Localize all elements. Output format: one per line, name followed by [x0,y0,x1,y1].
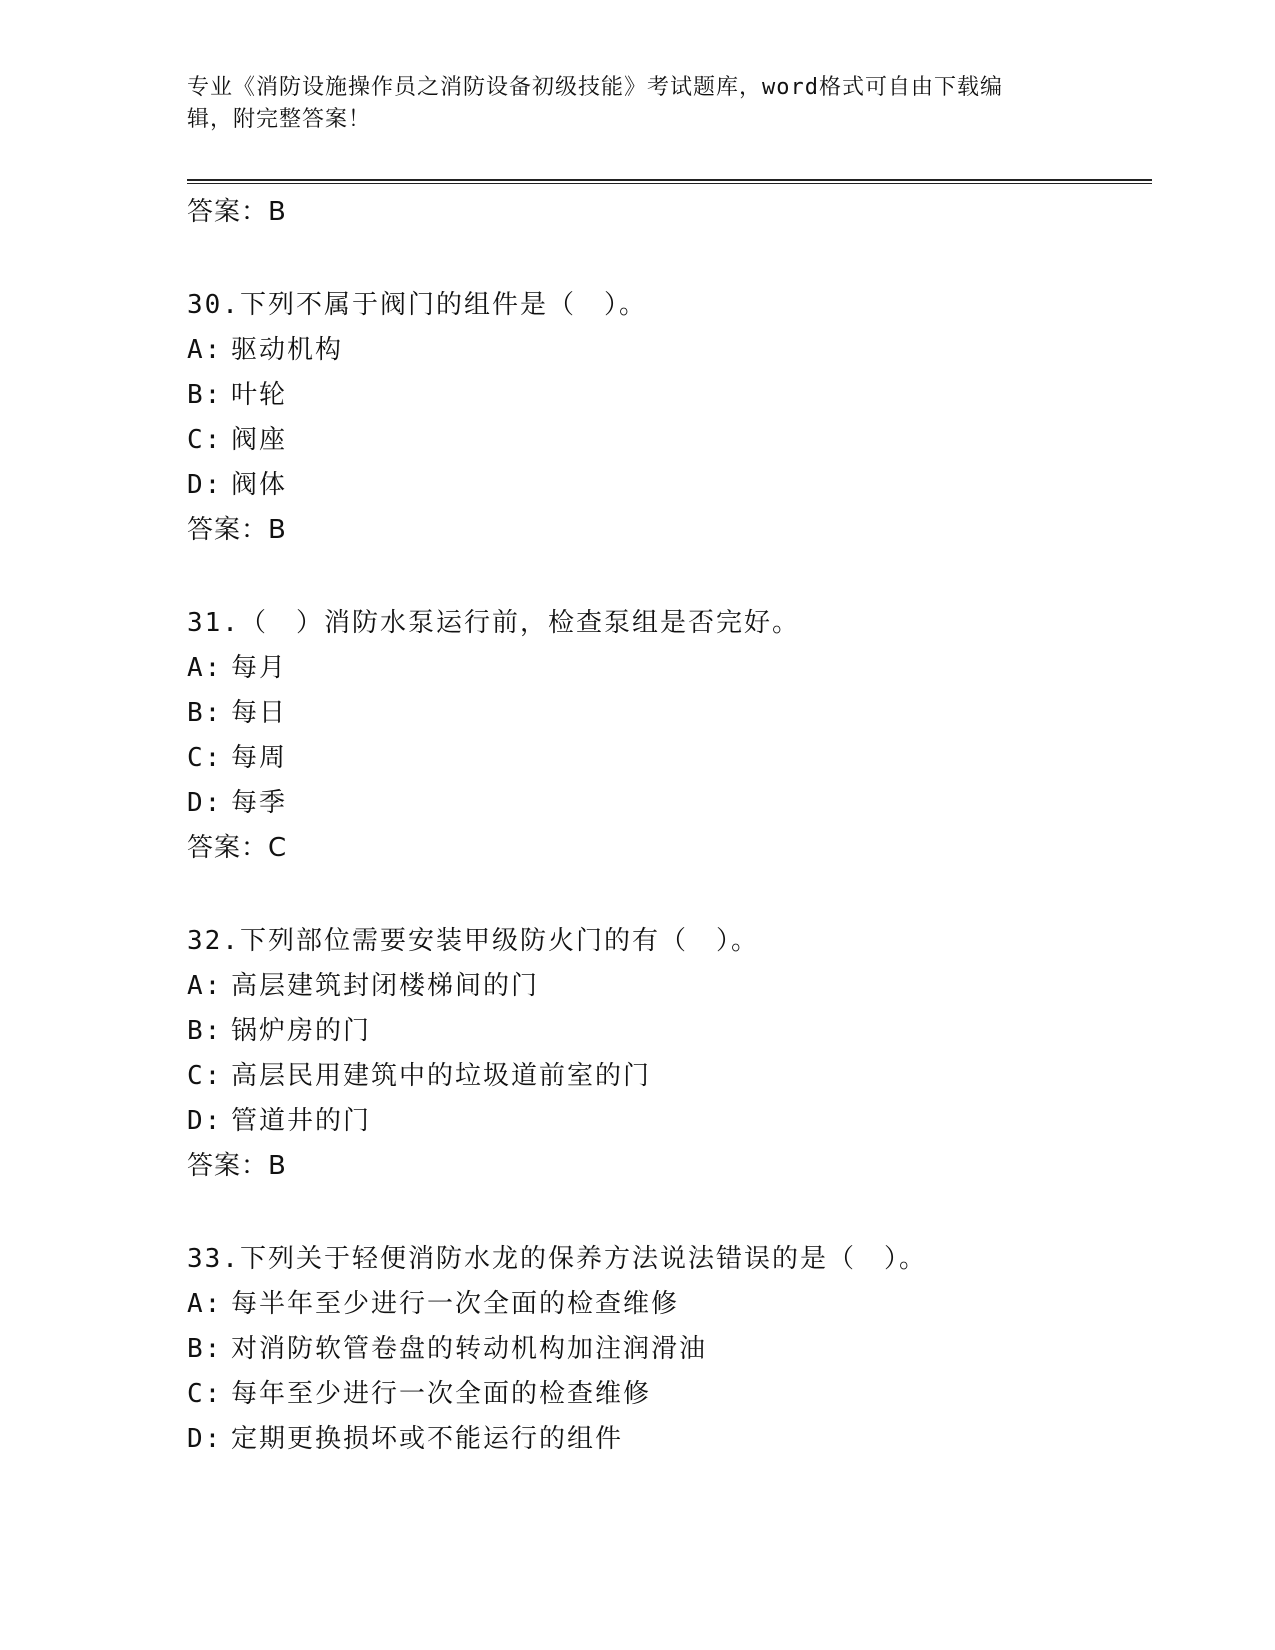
option-a [187,646,1147,691]
question-block [187,1236,1147,1462]
question-stem: 32.下列部位需要安装甲级防火门的有（ ）。 [187,926,759,956]
option-text: 阀座 [231,425,288,455]
option-text: 高层民用建筑中的垃圾道前室的门 [231,1061,652,1091]
option-text: 每季 [231,788,288,818]
option-text: 每周 [231,743,288,773]
option-c [187,1054,1147,1099]
option-d [187,1099,1147,1144]
question-stem: 31.（ ）消防水泵运行前，检查泵组是否完好。 [187,608,800,638]
question-answer: 答案：C [187,833,288,863]
option-text: 驱动机构 [231,335,344,365]
option-a [187,964,1147,1009]
header-line-2: 辑，附完整答案！ [187,107,372,132]
option-a [187,328,1147,373]
option-letter: A: [187,1289,223,1319]
option-letter: B: [187,380,223,410]
option-text: 阀体 [231,470,288,500]
option-letter: D: [187,470,223,500]
option-letter: A: [187,335,223,365]
option-letter: C: [187,425,223,455]
question-block [187,918,1147,1189]
option-text: 管道井的门 [231,1106,372,1136]
option-d [187,463,1147,508]
option-text: 对消防软管卷盘的转动机构加注润滑油 [231,1334,708,1364]
option-text: 锅炉房的门 [231,1016,372,1046]
option-c [187,736,1147,781]
question-block [187,600,1147,871]
question-list [187,190,1147,1462]
question-stem: 33.下列关于轻便消防水龙的保养方法说法错误的是（ ）。 [187,1244,927,1274]
option-letter: B: [187,1016,223,1046]
option-letter: C: [187,1379,223,1409]
option-c [187,418,1147,463]
option-text: 高层建筑封闭楼梯间的门 [231,971,540,1001]
option-text: 定期更换损坏或不能运行的组件 [231,1424,624,1454]
option-letter: D: [187,1424,223,1454]
option-letter: A: [187,971,223,1001]
option-letter: D: [187,1106,223,1136]
question-answer: 答案：B [187,515,287,545]
question-answer: 答案：B [187,1151,287,1181]
option-c [187,1372,1147,1417]
option-letter: D: [187,788,223,818]
question-stem: 30.下列不属于阀门的组件是（ ）。 [187,290,647,320]
option-letter: C: [187,743,223,773]
header-line-1: 专业《消防设施操作员之消防设备初级技能》考试题库，word格式可自由下载编 [187,75,1003,100]
option-letter: B: [187,698,223,728]
option-text: 每月 [231,653,288,683]
option-d [187,781,1147,826]
option-text: 每年至少进行一次全面的检查维修 [231,1379,652,1409]
option-d [187,1417,1147,1462]
option-letter: B: [187,1334,223,1364]
option-b [187,1327,1147,1372]
option-text: 每半年至少进行一次全面的检查维修 [231,1289,680,1319]
option-letter: A: [187,653,223,683]
option-text: 每日 [231,698,288,728]
question-block [187,282,1147,553]
option-text: 叶轮 [231,380,288,410]
header-divider [187,179,1152,184]
option-b [187,691,1147,736]
option-b [187,373,1147,418]
option-a [187,1282,1147,1327]
option-letter: C: [187,1061,223,1091]
document-header [187,72,1067,136]
previous-answer: 答案：B [187,197,287,227]
option-b [187,1009,1147,1054]
